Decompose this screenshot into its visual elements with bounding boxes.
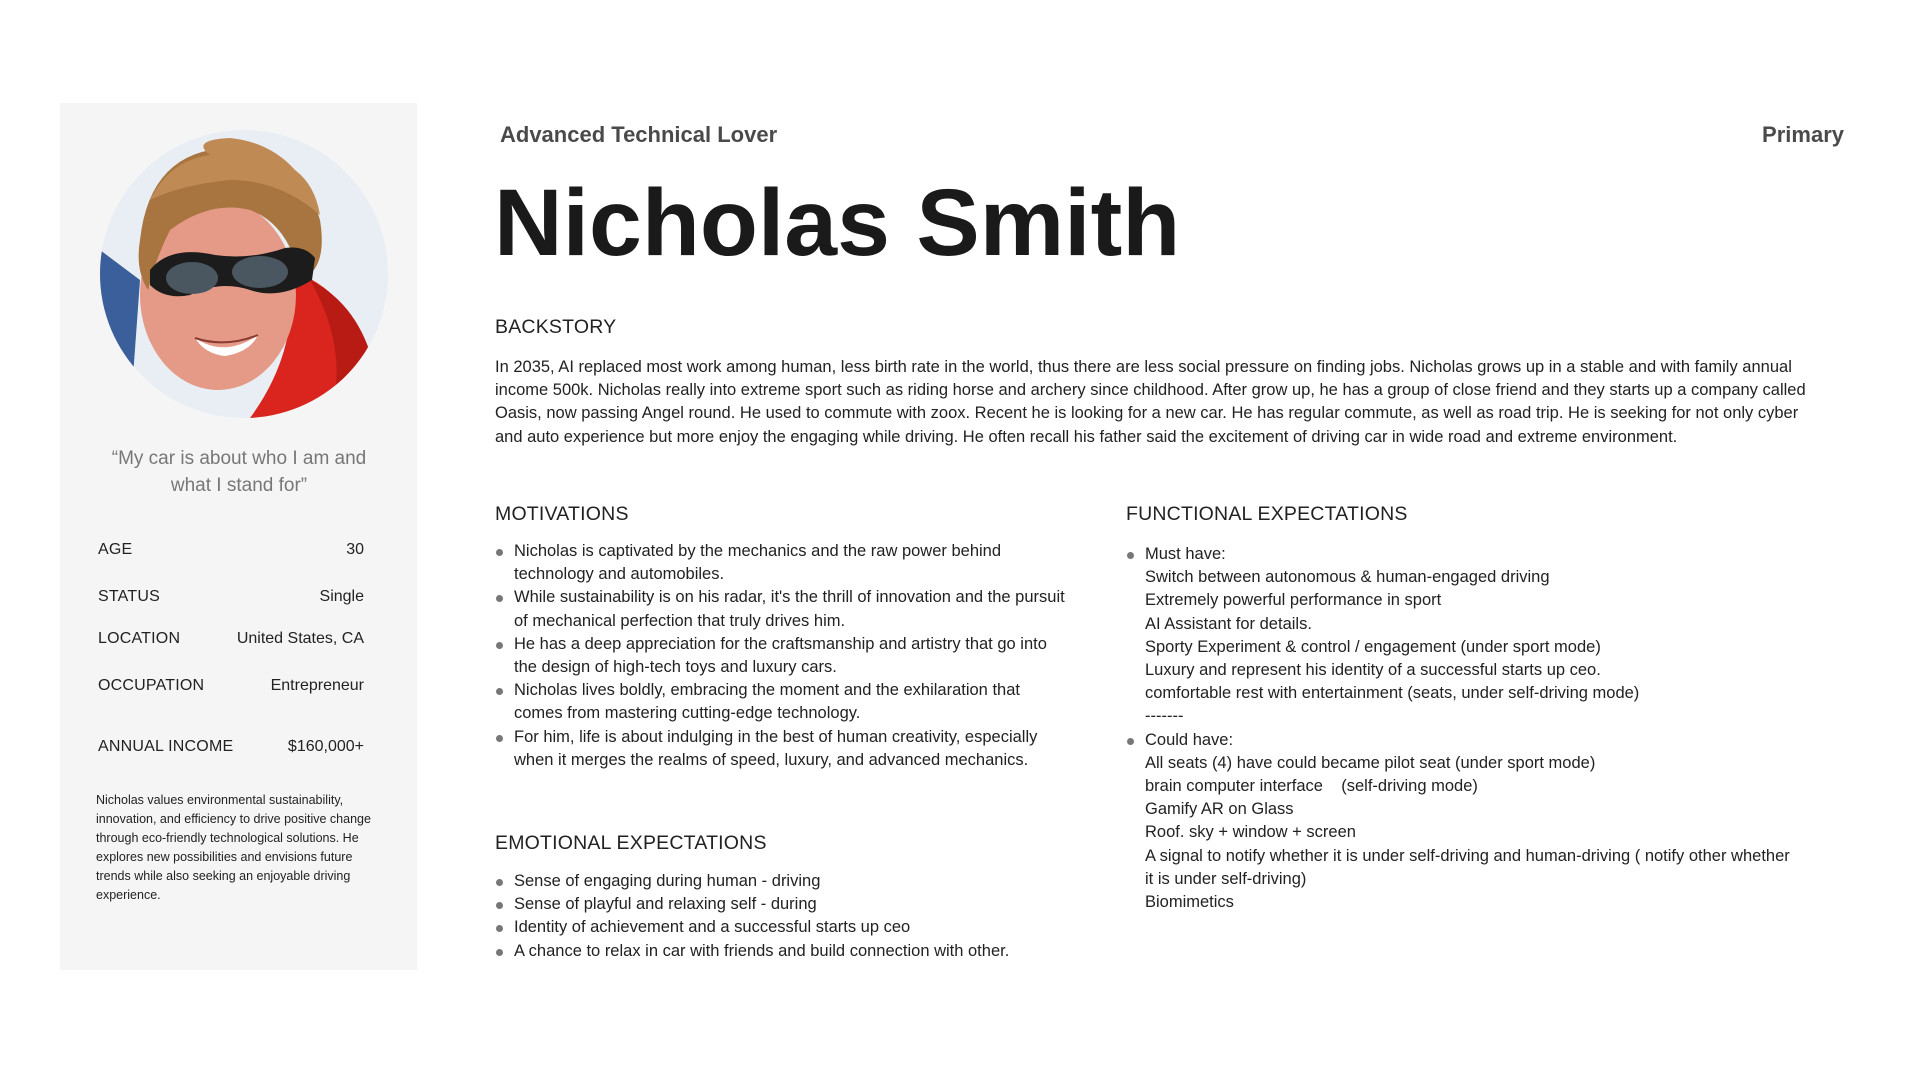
list-line: A signal to notify whether it is under self-driving and human-driving ( notify other whether it is under self-driving) xyxy=(1145,846,1790,888)
list-line: Luxury and represent his identity of a successful starts up ceo. xyxy=(1145,661,1601,680)
list-line: Sporty Experiment & control / engagement (under sport mode) xyxy=(1145,637,1601,656)
persona-priority: Primary xyxy=(1762,122,1844,147)
persona-name: Nicholas Smith xyxy=(494,170,1181,276)
motivations-list xyxy=(495,540,1065,772)
list-item: Nicholas lives boldly, embracing the moment and the exhilaration that comes from mastering cutting-edge technology. xyxy=(495,679,1065,725)
attribute-label: LOCATION xyxy=(98,630,181,647)
functional-heading: FUNCTIONAL EXPECTATIONS xyxy=(1126,503,1408,525)
attribute-value: $160,000+ xyxy=(287,738,364,755)
backstory-text: In 2035, AI replaced most work among human, less birth rate in the world, thus there are less social pressure on finding jobs. Nicholas grows up in a stable and with family annual income 500k. Nicholas really into extreme sport such as riding horse and archery since childhood. After grow up, he has a group of close friend and they starts up a company called Oasis, now passing Angel round. He used to commute with zoox. Recent he is looking for a new car. He has regular commute, as well as road trip. He is seeking for not only cyber and auto experience but more enjoy the engaging while driving. He often recall his father said the excitement of driving car in wide road and extreme environment. xyxy=(495,358,1806,446)
attribute-label: OCCUPATION xyxy=(98,677,205,694)
avatar xyxy=(100,130,388,418)
list-item: Identity of achievement and a successful starts up ceo xyxy=(495,916,1095,939)
list-item: For him, life is about indulging in the best of human creativity, especially when it merges the realms of speed, luxury, and advanced mechanics. xyxy=(495,726,1065,772)
persona-quote: “My car is about who I am and what I stand for” xyxy=(111,448,367,496)
list-item: He has a deep appreciation for the craftsmanship and artistry that go into the design of high-tech toys and luxury cars. xyxy=(495,633,1065,679)
functional-list xyxy=(1126,543,1816,914)
list-line: All seats (4) have could became pilot seat (under sport mode) xyxy=(1145,753,1596,772)
list-line: Extremely powerful performance in sport xyxy=(1145,591,1442,610)
motivations-heading: MOTIVATIONS xyxy=(495,503,629,525)
list-item: Sense of engaging during human - driving xyxy=(495,870,1095,893)
avatar-photo xyxy=(100,130,388,418)
could-have-group xyxy=(1126,729,1816,915)
persona-summary: Nicholas values environmental sustainability, innovation, and efficiency to drive positive change through eco-friendly technological solutions. He explores new possibilities and envisions future trends while also seeking an enjoyable driving experience. xyxy=(96,793,371,902)
attribute-label: STATUS xyxy=(98,588,160,605)
list-divider: ------- xyxy=(1145,707,1184,726)
profile-sidebar xyxy=(60,103,417,970)
emotional-heading: EMOTIONAL EXPECTATIONS xyxy=(495,832,767,854)
list-item: Sense of playful and relaxing self - during xyxy=(495,893,1095,916)
list-line: Roof. sky + window + screen xyxy=(1145,823,1356,842)
could-have-heading: Could have: xyxy=(1145,730,1234,749)
list-line: brain computer interface (self-driving mode) xyxy=(1145,777,1478,796)
attribute-value: Entrepreneur xyxy=(270,677,364,694)
list-item: Nicholas is captivated by the mechanics and the raw power behind technology and automobiles. xyxy=(495,540,1065,586)
list-item: While sustainability is on his radar, it's the thrill of innovation and the pursuit of mechanical perfection that truly drives him. xyxy=(495,586,1065,632)
attribute-label: AGE xyxy=(98,541,133,558)
attribute-label: ANNUAL INCOME xyxy=(98,738,234,755)
persona-type: Advanced Technical Lover xyxy=(500,122,778,147)
list-line: Biomimetics xyxy=(1145,893,1234,912)
must-have-heading: Must have: xyxy=(1145,545,1226,563)
list-line: Gamify AR on Glass xyxy=(1145,800,1294,819)
attribute-value: Single xyxy=(319,588,364,605)
list-line: AI Assistant for details. xyxy=(1145,614,1312,633)
list-line: Switch between autonomous & human-engaged driving xyxy=(1145,568,1550,587)
emotional-list xyxy=(495,870,1095,963)
attribute-value: United States, CA xyxy=(236,630,364,647)
attribute-value: 30 xyxy=(346,541,364,558)
list-line: comfortable rest with entertainment (seats, under self-driving mode) xyxy=(1145,684,1640,703)
must-have-group xyxy=(1126,543,1816,729)
list-item: A chance to relax in car with friends and build connection with other. xyxy=(495,940,1095,963)
backstory-heading: BACKSTORY xyxy=(495,316,617,338)
